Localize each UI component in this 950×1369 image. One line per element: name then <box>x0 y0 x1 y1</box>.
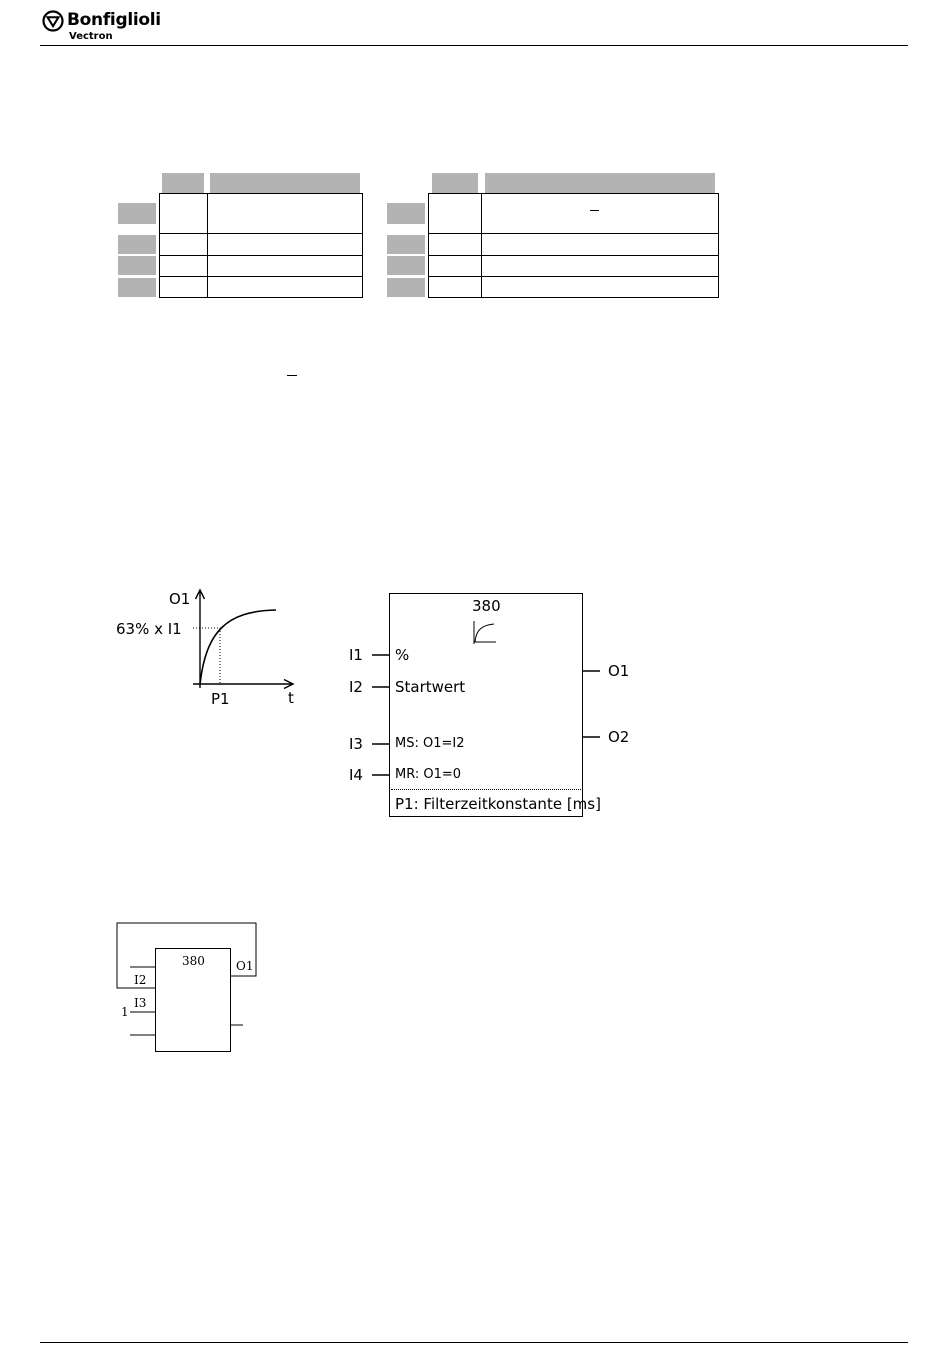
input-label-i1: % <box>395 646 410 664</box>
brand-name: Bonfiglioli <box>67 10 161 30</box>
sub-brand-name: Vectron <box>69 31 113 42</box>
graph-x-axis-label: t <box>288 689 294 707</box>
input-pin-i4: I4 <box>349 766 363 784</box>
block-number: 380 <box>472 597 501 615</box>
example-pin-i2: I2 <box>134 973 147 987</box>
input-label-i3: MS: O1=I2 <box>395 736 465 751</box>
graph-x-tick-label: P1 <box>211 690 230 708</box>
example-pin-o1: O1 <box>236 959 254 973</box>
input-label-i2: Startwert <box>395 678 466 696</box>
graph-level-label: 63% x I1 <box>116 620 182 638</box>
example-pin-i3: I3 <box>134 996 147 1010</box>
output-pin-o1: O1 <box>608 662 630 680</box>
output-pin-o2: O2 <box>608 728 630 746</box>
input-pin-i2: I2 <box>349 678 363 696</box>
graph-y-label: O1 <box>169 590 191 608</box>
input-pin-i1: I1 <box>349 646 363 664</box>
example-const-i3: 1 <box>121 1005 129 1019</box>
example-block-number: 380 <box>182 954 205 968</box>
block-parameter: P1: Filterzeitkonstante [ms] <box>395 795 601 813</box>
input-pin-i3: I3 <box>349 735 363 753</box>
footer-rule <box>40 1342 908 1343</box>
input-label-i4: MR: O1=0 <box>395 767 462 782</box>
